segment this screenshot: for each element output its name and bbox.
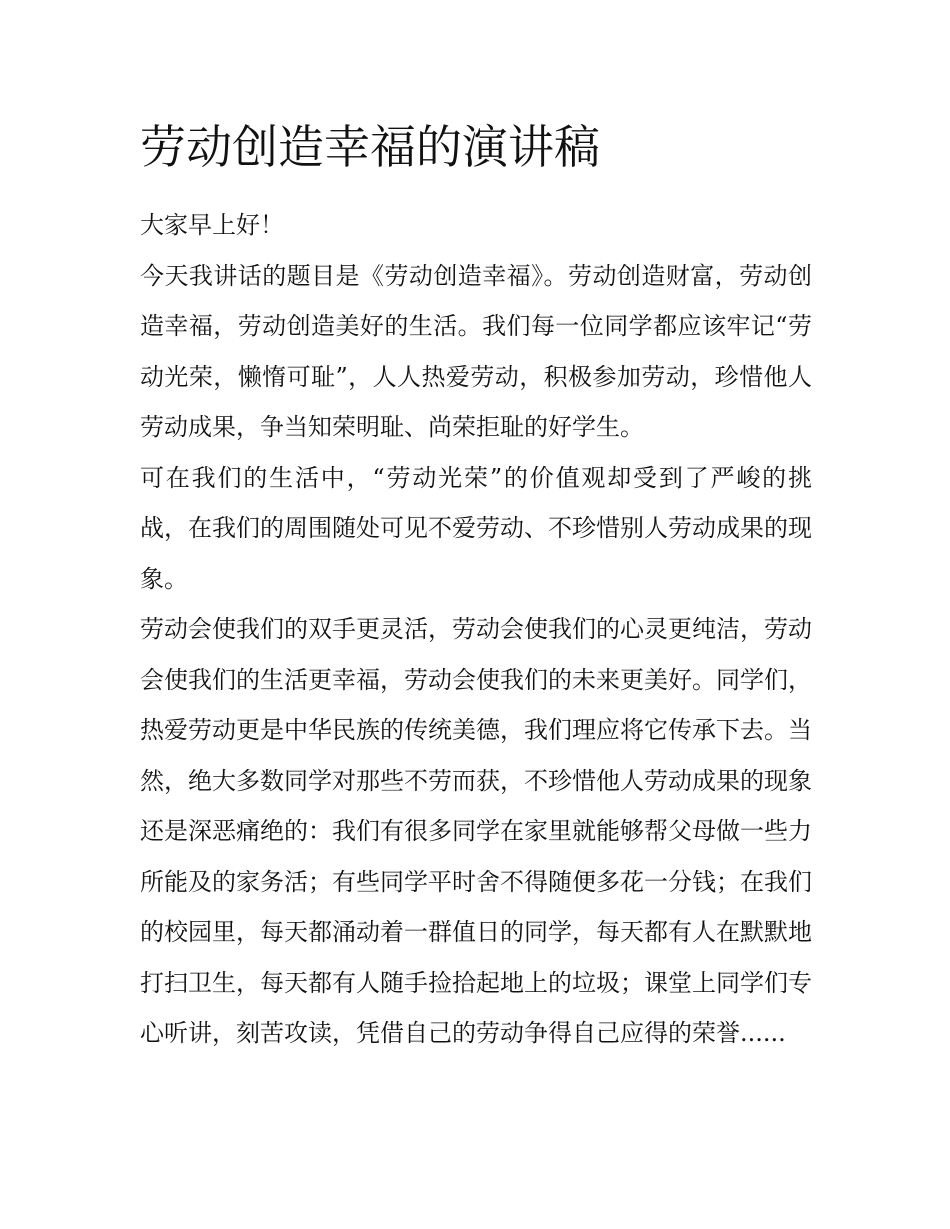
paragraph-virtue: 劳动会使我们的双手更灵活，劳动会使我们的心灵更纯洁，劳动会使我们的生活更幸福，劳动会使我们的未来更美好。同学们，热爱劳动更是中华民族的传统美德，我们理应将它传承下去。当然，绝大多数同学对那些不劳而获，不珍惜他人劳动成果的现象还是深恶痛绝的：我们有很多同学在家里就能够帮父母做一些力所能及的家务活；有些同学平时舍不得随便多花一分钱；在我们的校园里，每天都涌动着一群值日的同学，每天都有人在默默地打扫卫生，每天都有人随手捡拾起地上的垃圾；课堂上同学们专心听讲，刻苦攻读，凭借自己的劳动争得自己应得的荣誉...... <box>140 615 812 1047</box>
document-title: 劳动创造幸福的演讲稿 <box>140 120 600 174</box>
paragraph-intro: 今天我讲话的题目是《劳动创造幸福》。劳动创造财富，劳动创造幸福，劳动创造美好的生活。我们每一位同学都应该牢记“劳动光荣，懒惰可耻”，人人热爱劳动，积极参加劳动，珍惜他人劳动成果，争当知荣明耻、尚荣拒耻的好学生。 <box>140 261 812 441</box>
greeting-line: 大家早上好！ <box>140 211 284 239</box>
document-page <box>140 112 812 1059</box>
paragraph-challenge: 可在我们的生活中，“劳动光荣”的价值观却受到了严峻的挑战，在我们的周围随处可见不爱劳动、不珍惜别人劳动成果的现象。 <box>140 463 812 593</box>
